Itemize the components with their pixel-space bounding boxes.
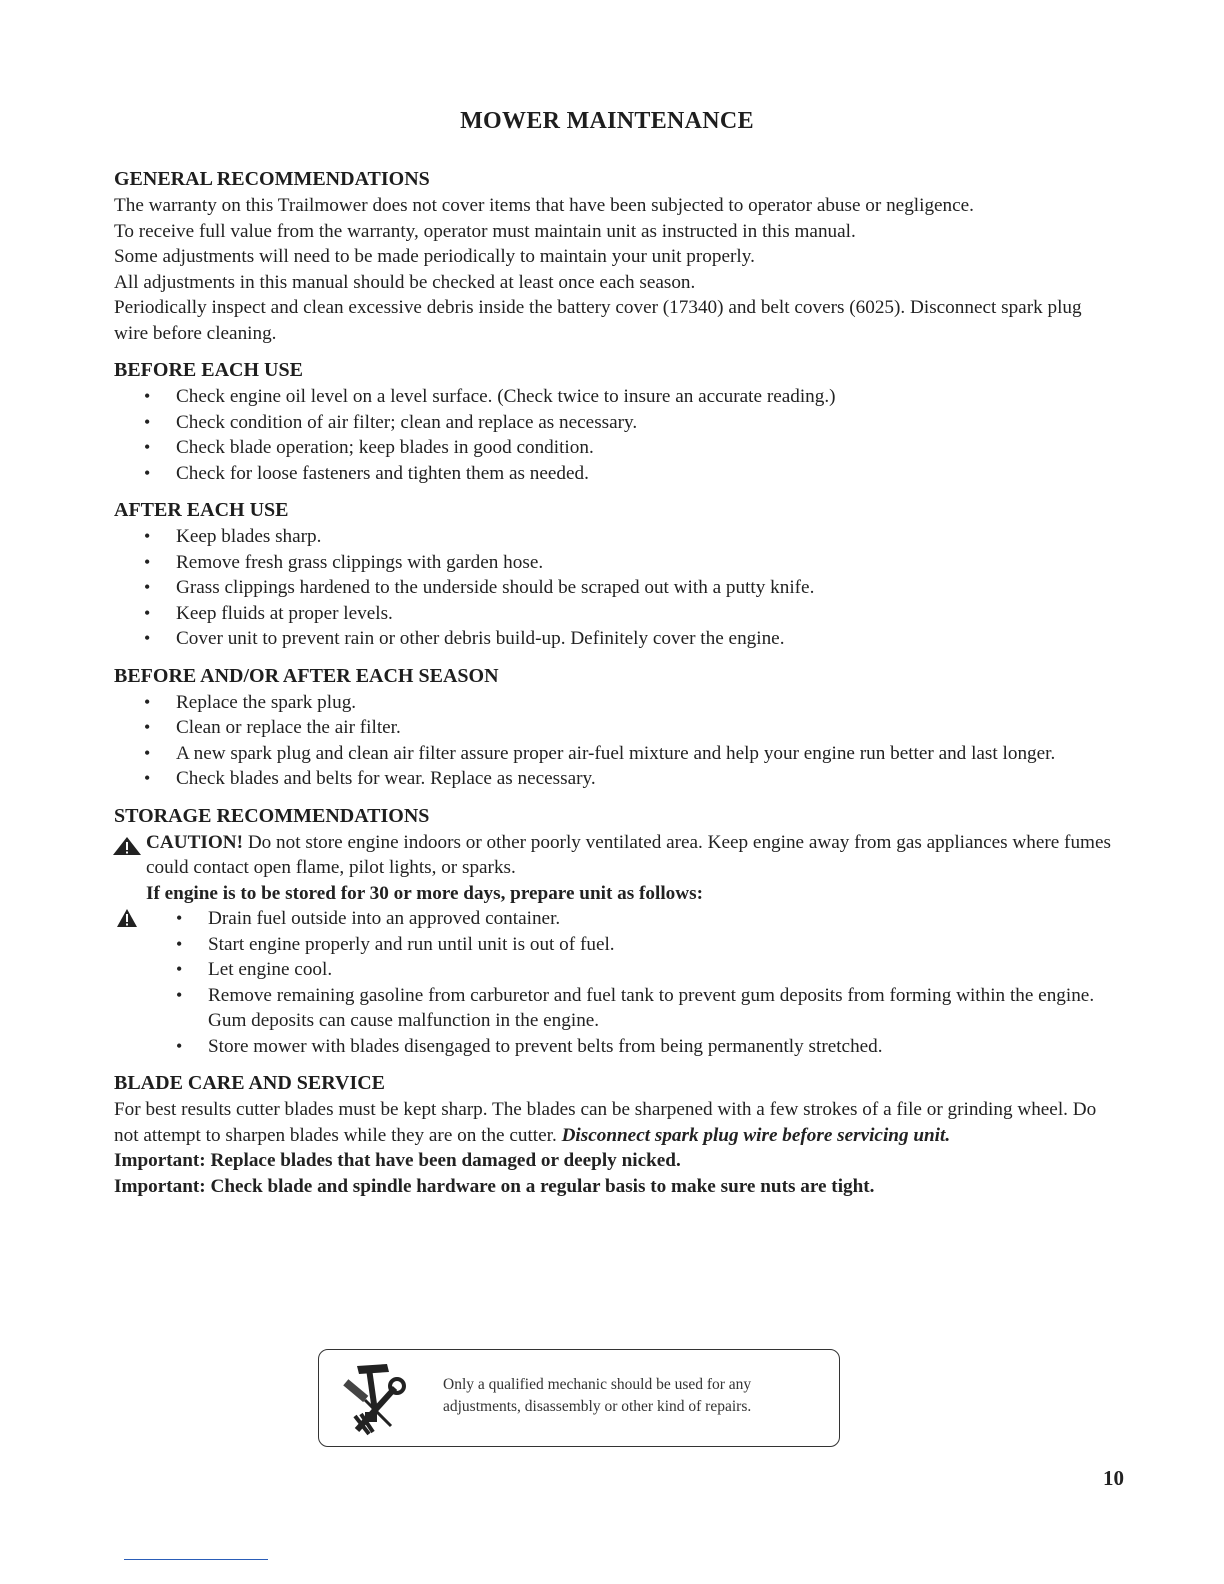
list-item: • Replace the spark plug.	[114, 690, 1114, 716]
storage-prepare-heading: If engine is to be stored for 30 or more days, prepare unit as follows:	[146, 882, 703, 904]
general-line: To receive full value from the warranty, operator must maintain unit as instructed in this manual.	[114, 220, 856, 242]
season-section	[114, 663, 1114, 792]
after-each-use-heading: AFTER EACH USE	[114, 499, 289, 521]
list-item: • Remove fresh grass clippings with garden hose.	[114, 550, 1114, 576]
after-each-use-section	[114, 497, 1114, 652]
general-line: Some adjustments will need to be made periodically to maintain your unit properly.	[114, 246, 755, 267]
blade-care-text: For best results cutter blades must be kept sharp. The blades can be sharpened with a few strokes of a file or grinding wheel. Do not attempt to sharpen blades while they are on the cutter.	[114, 1099, 1097, 1146]
list-item: • Keep fluids at proper levels.	[114, 601, 1114, 627]
mechanic-notice-box	[318, 1349, 840, 1447]
footer-divider	[124, 1559, 268, 1560]
list-item: • Check blade operation; keep blades in good condition.	[114, 435, 1114, 461]
blade-care-section	[114, 1070, 1114, 1199]
general-line: All adjustments in this manual should be checked at least once each season.	[114, 271, 696, 293]
page-title: MOWER MAINTENANCE	[460, 108, 754, 134]
storage-heading: STORAGE RECOMMENDATIONS	[114, 804, 430, 827]
before-each-use-list	[114, 384, 1114, 486]
page-number: 10	[1103, 1466, 1124, 1490]
season-heading: BEFORE AND/OR AFTER EACH SEASON	[114, 664, 499, 687]
storage-list	[114, 906, 1114, 1059]
general-line: The warranty on this Trailmower does not cover items that have been subjected to operator abuse or negligence.	[114, 195, 974, 216]
list-item: • Check for loose fasteners and tighten them as needed.	[114, 461, 1114, 487]
general-line: Periodically inspect and clean excessive debris inside the battery cover (17340) and belt covers (6025). Disconnect spark plug wire before cleaning.	[114, 297, 1082, 344]
list-item: • Let engine cool.	[114, 957, 1114, 983]
season-list	[114, 690, 1114, 792]
page-content	[114, 166, 1114, 1210]
important-note: Important: Replace blades that have been damaged or deeply nicked.	[114, 1150, 681, 1171]
general-recommendations-section	[114, 166, 1114, 346]
storage-section	[114, 803, 1114, 1060]
caution-text: Do not store engine indoors or other poorly ventilated area. Keep engine away from gas appliances where fumes could contact open flame, pilot lights, or sparks.	[146, 831, 1111, 878]
notice-text: Only a qualified mechanic should be used for any adjustments, disassembly or other kind of repairs.	[443, 1376, 752, 1415]
caution-paragraph	[114, 830, 1114, 881]
storage-list-wrapper	[114, 906, 1114, 1059]
list-item: • Check condition of air filter; clean and replace as necessary.	[114, 410, 1114, 436]
list-item: • Grass clippings hardened to the underside should be scraped out with a putty knife.	[114, 575, 1114, 601]
important-note: Important: Check blade and spindle hardware on a regular basis to make sure nuts are tight.	[114, 1175, 875, 1197]
list-item: • Drain fuel outside into an approved container.	[114, 906, 1114, 932]
list-item: • Check engine oil level on a level surface. (Check twice to insure an accurate reading.)	[114, 384, 1114, 410]
caution-label: CAUTION!	[146, 831, 244, 853]
list-item: • Remove remaining gasoline from carburetor and fuel tank to prevent gum deposits from forming within the engine. Gum deposits can cause malfunction in the engine.	[114, 983, 1114, 1034]
before-each-use-heading: BEFORE EACH USE	[114, 359, 303, 381]
after-each-use-list	[114, 524, 1114, 652]
blade-care-paragraph	[114, 1097, 1114, 1148]
warning-triangle-icon	[112, 836, 142, 864]
tools-icon	[335, 1360, 411, 1440]
list-item: • Start engine properly and run until unit is out of fuel.	[114, 932, 1114, 958]
before-each-use-section	[114, 357, 1114, 486]
list-item: • Check blades and belts for wear. Replace as necessary.	[114, 766, 1114, 792]
list-item: • Keep blades sharp.	[114, 524, 1114, 550]
general-heading: GENERAL RECOMMENDATIONS	[114, 168, 430, 190]
list-item: • Clean or replace the air filter.	[114, 715, 1114, 741]
blade-care-warning: Disconnect spark plug wire before servicing unit.	[561, 1124, 951, 1146]
list-item: • Cover unit to prevent rain or other debris build-up. Definitely cover the engine.	[114, 626, 1114, 652]
blade-care-heading: BLADE CARE AND SERVICE	[114, 1072, 386, 1094]
list-item: • Store mower with blades disengaged to prevent belts from being permanently stretched.	[114, 1034, 1114, 1060]
list-item: • A new spark plug and clean air filter assure proper air-fuel mixture and help your engine run better and last longer.	[114, 741, 1114, 767]
